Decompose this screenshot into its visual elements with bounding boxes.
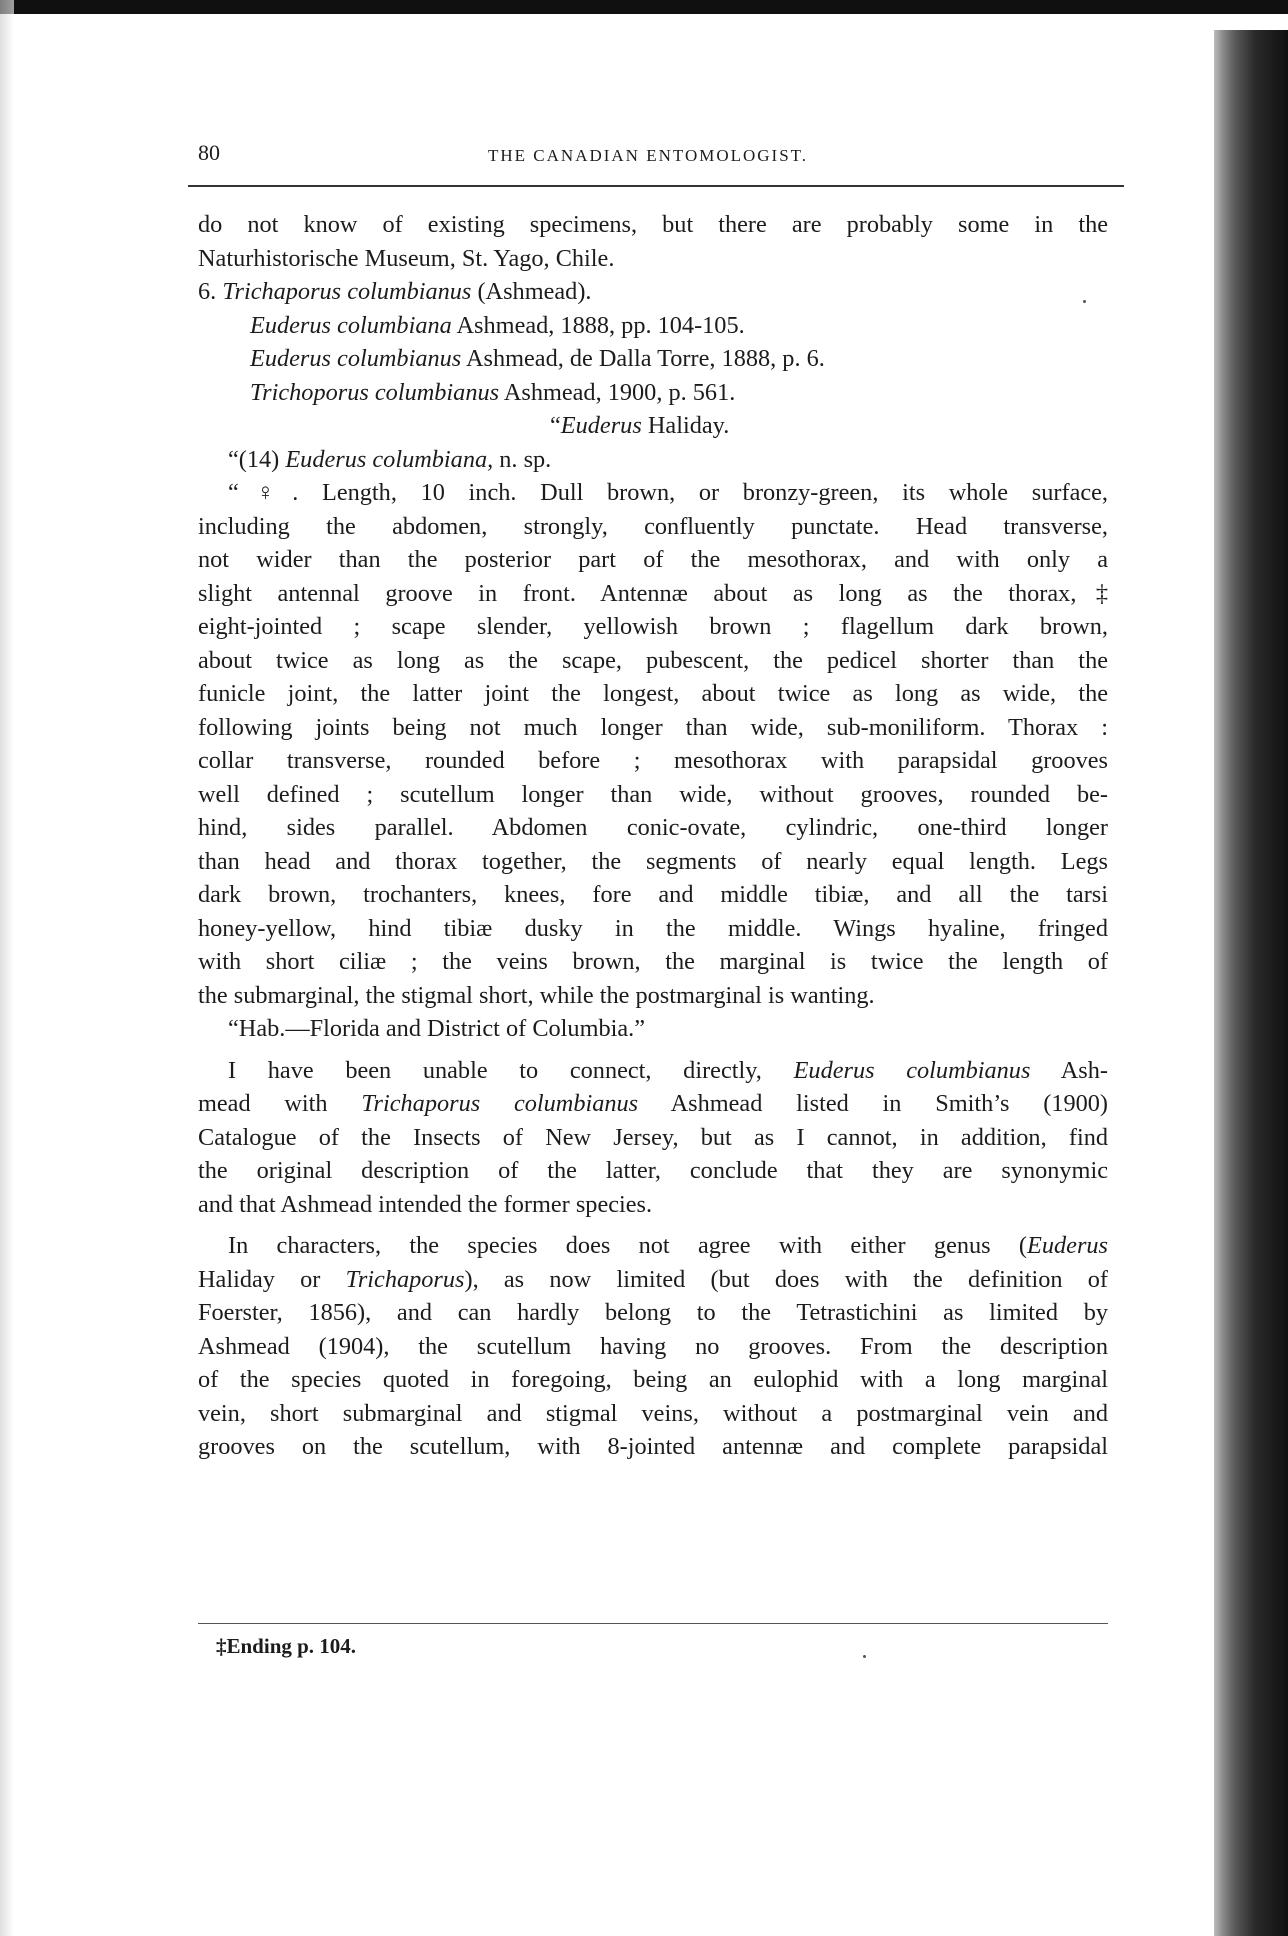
text-span: In characters, the species does not agree with either genus ( (228, 1232, 1028, 1259)
text-line: of the species quoted in foregoing, being an eulophid with a long marginal (198, 1366, 1108, 1393)
synonym-citation: Ashmead, de Dalla Torre, 1888, p. 6. (465, 345, 825, 372)
description-line: the submarginal, the stigmal short, while the postmarginal is wanting. (198, 981, 875, 1009)
text-line (198, 1263, 1108, 1297)
species-name: Trichaporus columbianus (222, 278, 472, 305)
text-line: Ashmead (1904), the scutellum having no grooves. From the description (198, 1332, 1108, 1360)
description-line: not wider than the posterior part of the mesothorax, and with only a (198, 546, 1108, 573)
text-line: vein, short submarginal and stigmal veins, without a postmarginal vein and (198, 1399, 1108, 1427)
text-line: Catalogue of the Insects of New Jersey, but as I cannot, in addition, find (198, 1123, 1108, 1151)
text-span: Haliday or (198, 1265, 321, 1293)
text-line: the original description of the latter, conclude that they are synonymic (198, 1157, 1108, 1184)
text-span: ), as now limited (but does with the definition of (464, 1265, 1109, 1293)
new-species-note: n. sp. (499, 445, 552, 473)
synonym-name: Euderus columbiana (250, 311, 452, 339)
synonym-line (198, 309, 1108, 343)
description-line: well defined ; scutellum longer than wide, without grooves, rounded be- (198, 780, 1108, 808)
book-spine-edge (1214, 30, 1288, 1936)
genus-name: Euderus (560, 412, 642, 439)
quote-genus-heading (198, 409, 1108, 443)
footnote: ‡Ending p. 104. (216, 1634, 357, 1658)
genus-authority: Haliday. (647, 412, 730, 439)
italic-taxon: Trichaporus (345, 1265, 465, 1293)
paragraph-characters (198, 1229, 1108, 1464)
running-head: THE CANADIAN ENTOMOLOGIST. (488, 146, 809, 165)
description-line: slight antennal groove in front. Antennæ about as long as the thorax,‡ (198, 579, 1108, 607)
italic-taxon: Trichaporus columbianus (361, 1090, 639, 1117)
italic-taxon: Euderus (1027, 1232, 1108, 1259)
description-line: hind, sides parallel. Abdomen conic-ovate, cylindric, one-third longer (198, 814, 1108, 841)
description-line: dark brown, trochanters, knees, fore and middle tibiæ, and all the tarsi (198, 881, 1108, 908)
ink-speck (863, 1655, 866, 1658)
description-line: honey-yellow, hind tibiæ dusky in the middle. Wings hyaline, fringed (198, 914, 1108, 942)
page-header (198, 140, 1118, 170)
text-span: Ash- (1060, 1056, 1109, 1084)
synonym-citation: Ashmead, 1888, pp. 104-105. (456, 311, 745, 339)
text-line: and that Ashmead intended the former species. (198, 1190, 653, 1218)
scan-left-edge (0, 0, 14, 1936)
synonym-citation: Ashmead, 1900, p. 561. (503, 378, 736, 406)
synonym-line (198, 376, 1108, 410)
text-span: mead with (198, 1090, 328, 1117)
description-line: about twice as long as the scape, pubescent, the pedicel shorter than the (198, 646, 1108, 674)
species-entry-number: “(14) (228, 445, 280, 473)
text-span: I have been unable to connect, directly, (228, 1056, 762, 1084)
footnote-rule (198, 1623, 1108, 1624)
quoted-species-name: Euderus columbiana, (285, 445, 494, 473)
synonym-name: Euderus columbianus (250, 345, 462, 372)
species-number: 6. (198, 278, 217, 305)
text-span: Ashmead listed in Smith’s (1900) (670, 1090, 1109, 1117)
paragraph-synonymy (198, 1054, 1108, 1222)
book-page (188, 0, 1128, 1936)
quote-species-heading (198, 443, 1108, 477)
quote-mark: “ (550, 412, 561, 439)
page-number: 80 (198, 140, 220, 165)
text-line: Foerster, 1856), and can hardly belong to the Tetrastichini as limited by (198, 1299, 1108, 1326)
synonym-line (198, 342, 1108, 376)
ink-speck (1083, 300, 1086, 303)
text-line: do not know of existing specimens, but there are probably some in the (198, 211, 1108, 238)
text-line (198, 1054, 1108, 1088)
species-heading (198, 275, 1108, 309)
description-line: with short ciliæ ; the veins brown, the marginal is twice the length of (198, 948, 1108, 975)
description-line: collar transverse, rounded before ; mesothorax with parapsidal grooves (198, 747, 1108, 774)
habitat-line: “Hab.—Florida and District of Columbia.” (228, 1015, 646, 1042)
description-line: than head and thorax together, the segments of nearly equal length. Legs (198, 847, 1108, 875)
body-text (198, 208, 1108, 1464)
synonym-name: Trichoporus columbianus (250, 378, 500, 406)
description-line: eight-jointed ; scape slender, yellowish brown ; flagellum dark brown, (198, 613, 1108, 640)
description-line: “♀. Length, 10 inch. Dull brown, or bronzy-green, its whole surface, (228, 479, 1108, 506)
text-line: Naturhistorische Museum, St. Yago, Chile. (198, 244, 615, 272)
text-line: grooves on the scutellum, with 8-jointed antennæ and complete parapsidal (198, 1433, 1108, 1460)
description-line: following joints being not much longer than wide, sub-moniliform. Thorax : (198, 713, 1108, 741)
text-line (198, 1087, 1108, 1121)
species-description (198, 476, 1108, 1012)
italic-taxon: Euderus columbianus (793, 1056, 1031, 1084)
description-line: including the abdomen, strongly, confluently punctate. Head transverse, (198, 512, 1108, 540)
header-rule (188, 185, 1124, 187)
species-authority: (Ashmead). (477, 278, 592, 305)
description-line: funicle joint, the latter joint the longest, about twice as long as wide, the (198, 680, 1108, 707)
text-line (198, 1229, 1108, 1263)
